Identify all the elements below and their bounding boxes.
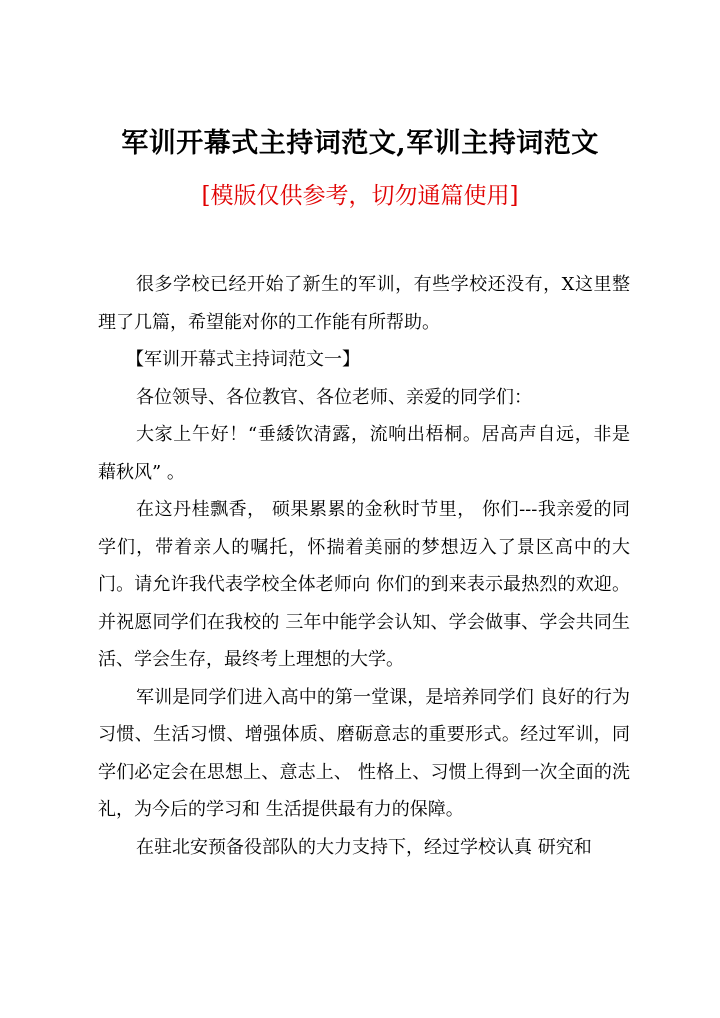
document-body [98, 266, 630, 866]
support-paragraph: 在驻北安预备役部队的大力支持下，经过学校认真 研究和 [136, 836, 592, 858]
section-heading: 【军训开幕式主持词范文一】 [126, 349, 360, 370]
document-subtitle: [模版仅供参考，切勿通篇使用] [201, 183, 519, 209]
training-paragraph: 军训是同学们进入高中的第一堂课，是培养同学们 良好的行为习惯、生活习惯、增强体质、磨砺意志的重要形式。经过军训，同学们必定会在思想上、意志上、 性格上、习惯上得到一次全面的洗礼，为今后的学习和 生活提供最有力的保障。 [98, 686, 630, 820]
intro-paragraph: 很多学校已经开始了新生的军训，有些学校还没有，X这里整理了几篇，希望能对你的工作能有所帮助。 [98, 274, 630, 333]
greeting-paragraph: 大家上午好！“垂緌饮清露，流响出梧桐。居高声自远，非是藉秋风” 。 [98, 424, 630, 483]
document-title: 军训开幕式主持词范文,军训主持词范文 [121, 128, 599, 159]
welcome-paragraph: 在这丹桂飘香， 硕果累累的金秋时节里， 你们---我亲爱的同学们，带着亲人的嘱托，怀揣着美丽的梦想迈入了景区高中的大门。请允许我代表学校全体老师向 你们的到来表示最热烈的欢迎。并祝愿同学们在我校的 三年中能学会认知、学会做事、学会共同生活、学会生存，最终考上理想的大学。 [98, 499, 630, 670]
salutation-paragraph: 各位领导、各位教官、各位老师、亲爱的同学们： [136, 386, 532, 408]
